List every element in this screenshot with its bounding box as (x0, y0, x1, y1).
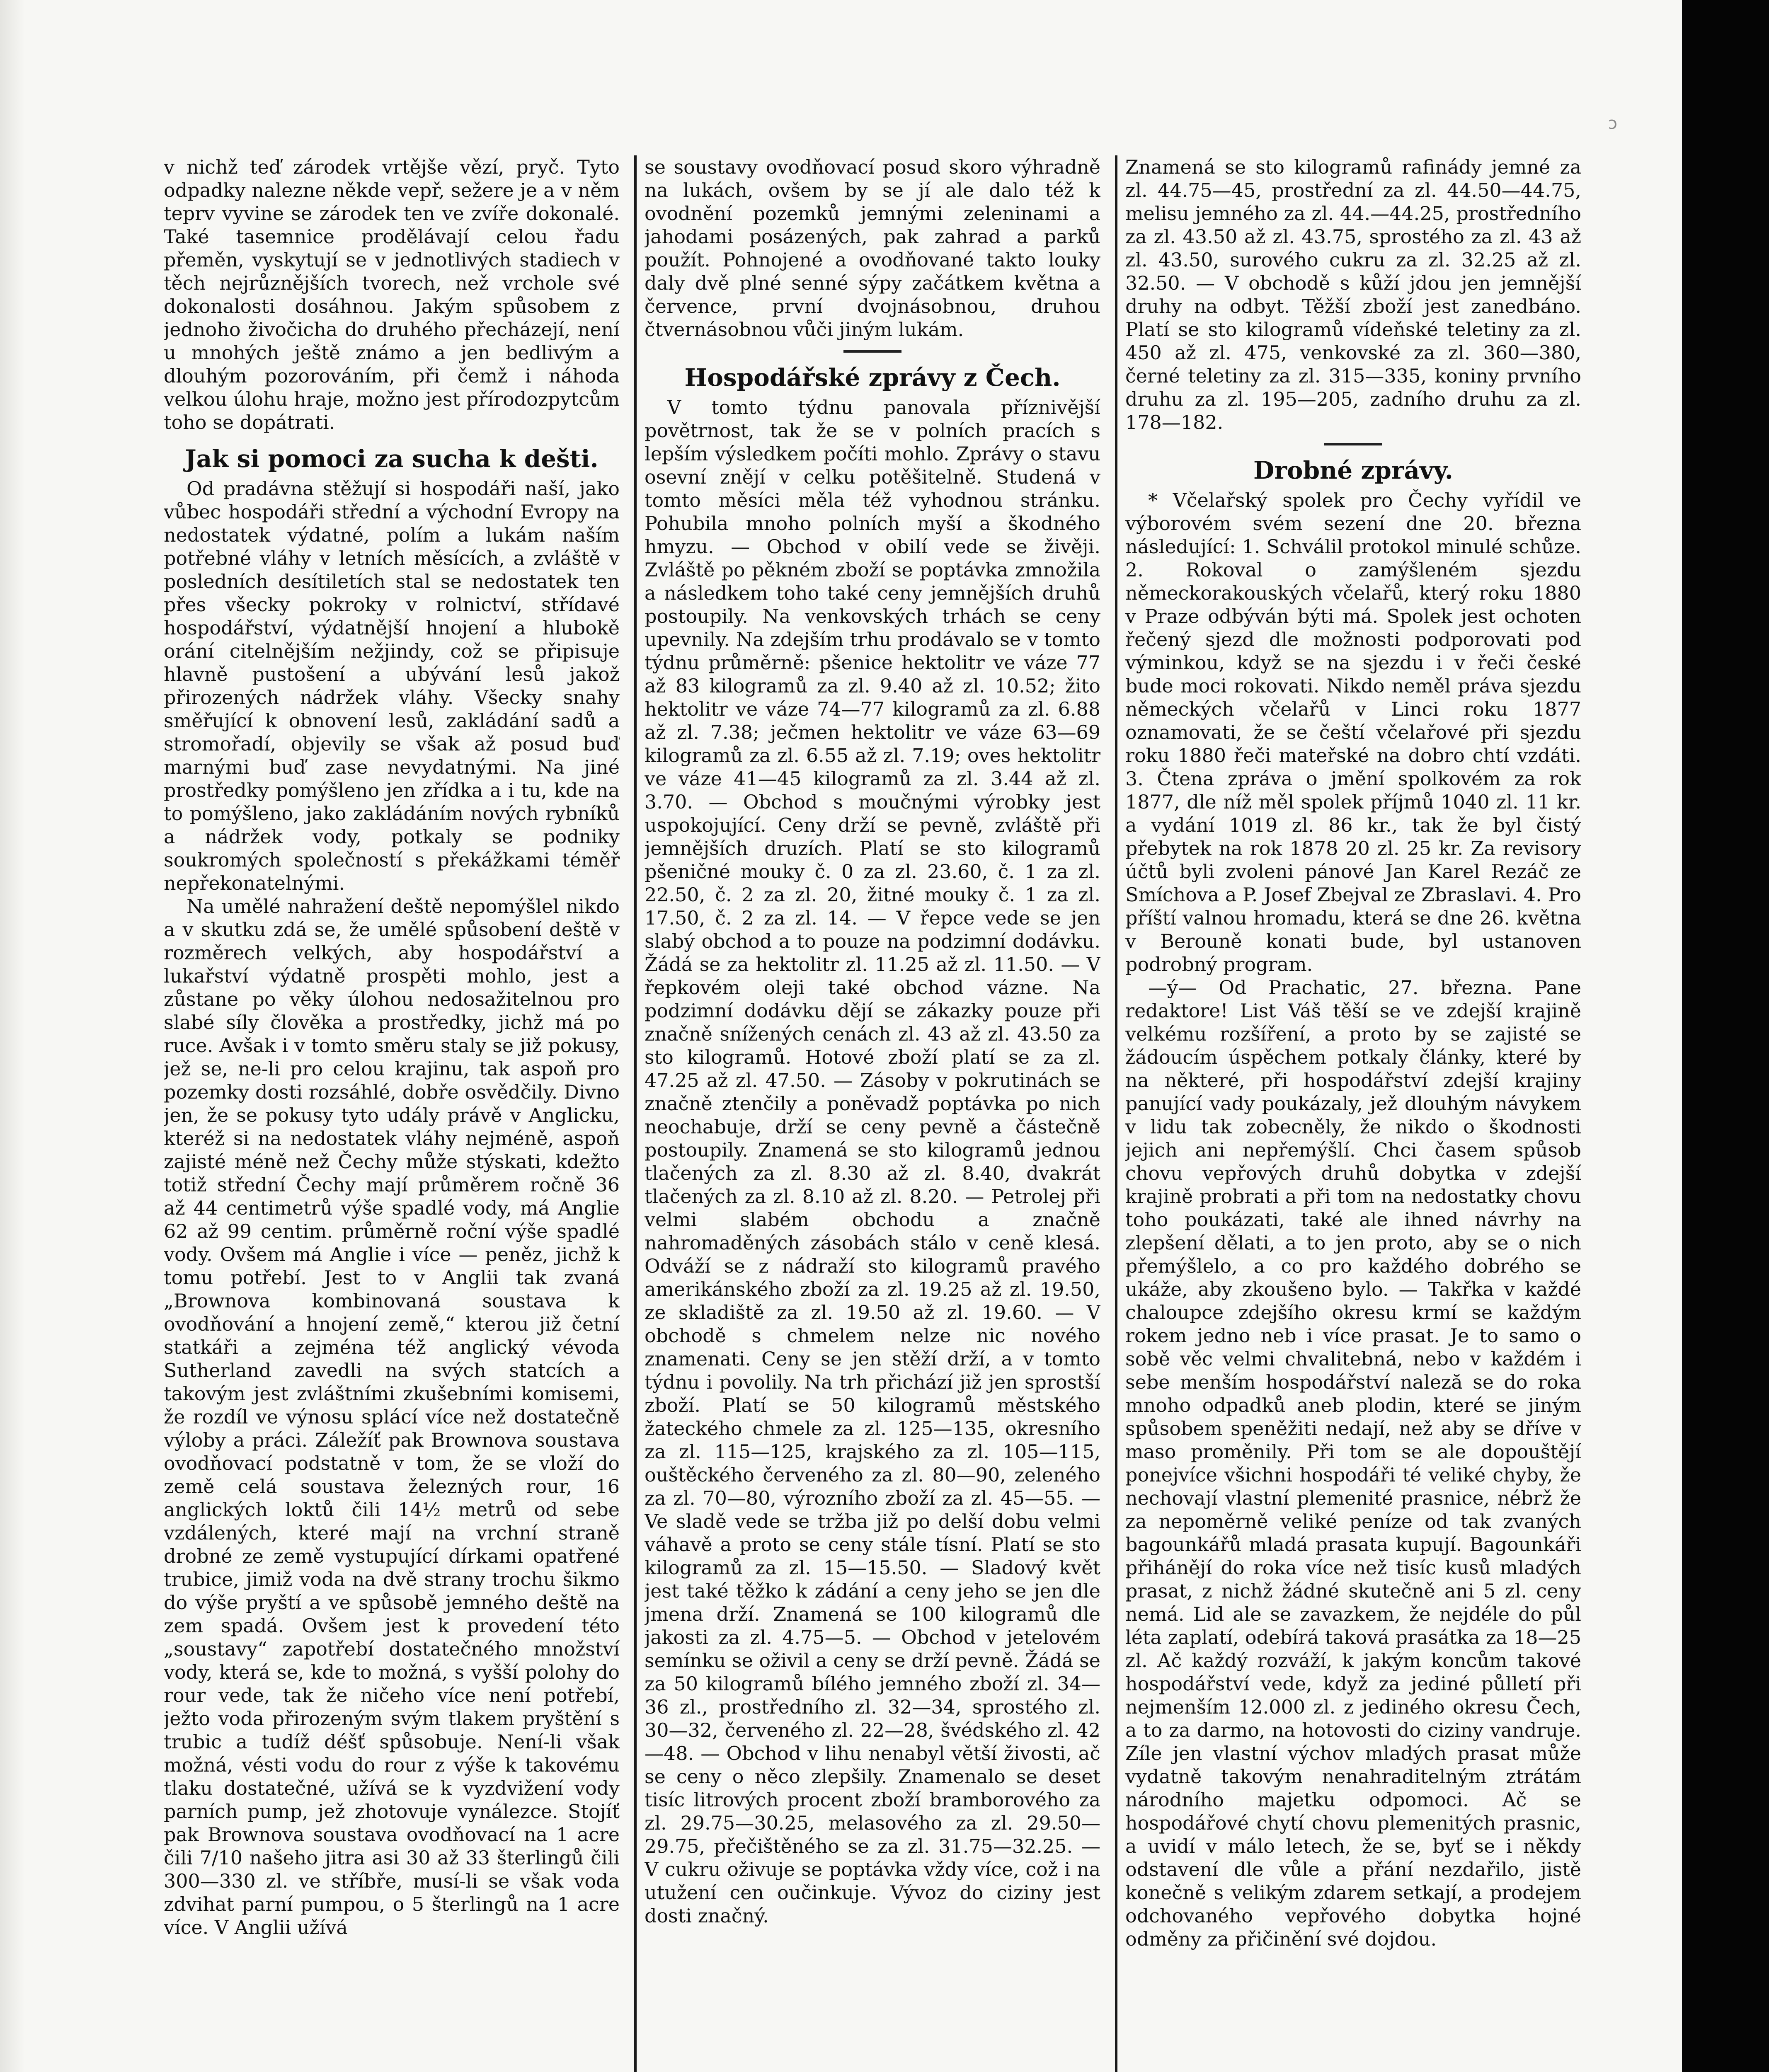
scan-left-edge (0, 0, 25, 2072)
article-continuation-paragraph: v nichž teď zárodek vrtějše vězí, pryč. Tyto odpadky nalezne někde vepř, sežere je a v něm teprv vyvine se zárodek ten ve zvíře dokonalé. Také tasemnice prodělávají celou řadu přeměn, vyskytují se v jednotlivých stadiech v těch nejrůznějších tvorech, než vrchole své dokonalosti dosáhnou. Jakým spůsobem z jednoho živočicha do druhého přecházejí, není u mnohých ještě známo a jen bedlivým a dlouhým pozorováním, při čemž i náhoda velkou úlohu hraje, možno jest přírodozpytcům toho se dopátrati. (164, 156, 620, 433)
article-continuation-paragraph: Znamená se sto kilogramů rafinády jemné za zl. 44.75—45, prostřední za zl. 44.50—44.75, melisu jemného za zl. 44.—44.25, prostředního za zl. 43.50 až zl. 43.75, sprostého za zl. 43 až zl. 43.50, surového cukru za zl. 32.25 až zl. 32.50. — V obchodě s kůží jdou jen jemnější druhy na odbyt. Těžší zboží jest zanedbáno. Platí se sto kilogramů vídeňské teletiny za zl. 450 až zl. 475, venkovské za zl. 360—380, černé teletiny za zl. 315—335, koniny prvního druhu za zl. 195—205, zadního druhu za zl. 178—182. (1125, 156, 1581, 433)
article-paragraph: Na umělé nahražení deště nepomýšlel nikdo a v skutku zdá se, že umělé spůsobení deště v rozměrech velkých, aby hospodářství a lukařství výdatně prospěti mohlo, jest a zůstane po věky úlohou nedosažitelnou pro slabé síly člověka a prostředky, jichž má po ruce. Avšak i v tomto směru staly se již pokusy, jež se, ne-li pro celou krajinu, tak aspoň pro pozemky dosti rozsáhlé, dobře osvědčily. Divno jen, že se pokusy tyto udály právě v Anglicku, kteréž si na nedostatek vláhy nejméně, aspoň zajisté méně než Čechy může stýskati, kdežto totiž střední Čechy mají průměrem ročně 36 až 44 centimetrů výše spadlé vody, má Anglie 62 až 99 centim. průměrně roční výše spadlé vody. Ovšem má Anglie i více — peněz, jichž k tomu potřebí. Jest to v Anglii tak zvaná „Brownova kombinovaná soustava k ovodňování a hnojení země,“ kterou již četní statkáři a zejména též anglický vévoda Sutherland zavedli na svých statcích a takovým jest zvláštními zkušebními komisemi, že rozdíl ve výnosu splácí více než dostatečně výloby a práci. Záležíť pak Brownova soustava ovodňovací podstatně v tom, že se vloží do země celá soustava železných rour, 16 anglických loktů čili 14½ metrů od sebe vzdálených, které mají na vrchní straně drobné ze země vystupující dírkami opatřené trubice, jimiž voda na dvě strany trochu šikmo do výše pryští a ve spůsobě jemného deště na zem spadá. Ovšem jest k provedení této „soustavy“ zapotřebí dostatečného množství vody, která se, kde to možná, s vyšší polohy do rour vede, tak že ničeho více není potřebí, ježto voda přirozeným svým tlakem pryštění s trubic a tudíž déšť spůsobuje. Není-li však možná, vésti vodu do rour z výše k takovému tlaku dostatečné, užívá se k vyzdvižení vody parních pump, jež zhotovuje vynálezce. Stojíť pak Brownova soustava ovodňovací na 1 acre čili 7/10 našeho jitra asi 30 až 33 šterlingů čili 300—330 zl. ve stříbře, musí-li se však voda zdvihat parní pumpou, o 5 šterlingů na 1 acre více. V Anglii užívá (164, 895, 620, 1939)
article-paragraph: V tomto týdnu panovala příznivější povětrnost, tak že se v polních pracích s lepším výsledkem počíti mohlo. Zprávy o stavu osevní znějí v celku potěšitelně. Studená v tomto měsíci měla též vyhodnou stránku. Pohubila mnoho polních myší a škodného hmyzu. — Obchod v obilí vede se živěji. Zvláště po pěkném zboží se poptávka zmnožila a následkem toho také ceny jemnějších druhů postoupily. Na venkovských trhách se ceny upevnily. Na zdejším trhu prodávalo se v tomto týdnu průměrně: pšenice hektolitr ve váze 77 až 83 kilogramů za zl. 9.40 až zl. 10.52; žito hektolitr ve váze 74—77 kilogramů za zl. 6.88 až zl. 7.38; ječmen hektolitr ve váze 63—69 kilogramů za zl. 6.55 až zl. 7.19; oves hektolitr ve váze 41—45 kilogramů za zl. 3.44 až zl. 3.70. — Obchod s moučnými výrobky jest uspokojující. Ceny drží se pevně, zvláště při jemnějších druzích. Platí se sto kilogramů pšeničné mouky č. 0 za zl. 23.60, č. 1 za zl. 22.50, č. 2 za zl. 20, žitné mouky č. 1 za zl. 17.50, č. 2 za zl. 14. — V řepce vede se jen slabý obchod a to pouze na podzimní dodávku. Žádá se za hektolitr zl. 11.25 až zl. 11.50. — V řepkovém oleji také obchod vázne. Na podzimní dodávku dějí se zákazky pouze při značně snížených cenách zl. 43 až zl. 43.50 za sto kilogramů. Hotové zboží platí se za zl. 47.25 až zl. 47.50. — Zásoby v pokrutinách se značně ztenčily a poněvadž poptávka po nich neochabuje, drží se ceny pevně a částečně postoupily. Znamená se sto kilogramů jednou tlačených za zl. 8.30 až zl. 8.40, dvakrát tlačených za zl. 8.10 až zl. 8.20. — Petrolej při velmi slabém obchodu a značně nahromaděných zásobách stálo v ceně klesá. Odváží se z nádraží sto kilogramů pravého amerikánského zboží za zl. 19.25 až zl. 19.50, ze skladiště za zl. 19.50 až zl. 19.60. — V obchodě s chmelem nelze nic nového znamenati. Ceny se jen stěží drží, a v tomto týdnu i povolily. Na trh přichází již jen sprostší zboží. Platí se 50 kilogramů městského žateckého chmele za zl. 125—135, okresního za zl. 115—125, krajského za zl. 105—115, ouštěckého červeného za zl. 80—90, zeleného za zl. 70—80, výrozního zboží za zl. 45—55. — Ve sladě vede se tržba již po delší dobu velmi váhavě a proto se ceny stále tísní. Platí se sto kilogramů za zl. 15—15.50. — Sladový květ jest také těžko k zádání a ceny jeho se jen dle jmena drží. Znamená se 100 kilogramů dle jakosti za zl. 4.75—5. — Obchod v jetelovém semínku se oživil a ceny se drží pevně. Žádá se za 50 kilogramů bílého jemného zboží zl. 34—36 zl., prostředního zl. 32—34, sprostého zl. 30—32, červeného zl. 22—28, švédského zl. 42—48. — Obchod v lihu nenabyl větší živosti, ač se ceny o něco zlepšily. Znamenalo se deset tisíc litrových procent zboží bramborového za zl. 29.75—30.25, melasového za zl. 29.50—29.75, přečištěného se za zl. 31.75—32.25. — V cukru oživuje se poptávka vždy více, což i na utužení cen oučinkuje. Vývoz do ciziny jest dosti značný. (645, 396, 1100, 1927)
section-separator (1324, 443, 1382, 445)
article-heading-short-news: Drobné zprávy. (1253, 456, 1453, 484)
article-heading-economic-news: Hospodářské zprávy z Čech. (684, 363, 1061, 392)
column-rule (1115, 155, 1117, 2072)
section-separator (843, 350, 901, 353)
newspaper-page (164, 155, 1598, 2072)
article-continuation-paragraph: se soustavy ovodňovací posud skoro výhradně na lukách, ovšem by se jí ale dalo též k ovodnění pozemků jemnými zeleninami a jahodami posázených, pak zahrad a parků použít. Pohnojené a ovodňované takto louky daly dvě plné senné sýpy začátkem května a července, první dvojnásobnou, druhou čtvernásobnou vůči jiným lukám. (645, 156, 1100, 341)
column-rule (634, 155, 637, 2072)
column-3 (1125, 155, 1581, 2072)
column-2 (645, 155, 1100, 2072)
article-paragraph: —ý— Od Prachatic, 27. března. Pane redaktore! List Váš těší se ve zdejší krajině velkému rozšíření, a proto by se zajisté se žádoucím úspěchem potkaly články, které by na některé, při hospodářství zdejší krajiny panující vady poukázaly, jež dlouhým návykem v lidu tak zobecněly, že nikdo o škodnosti jejich ani nepřemýšlí. Chci časem spůsob chovu vepřových druhů dobytka v zdejší krajině probrati a při tom na nedostatky chovu toho poukázati, také ale ihned návrhy na zlepšení dělati, a to jen proto, aby se o nich přemýšlelo, a co pro každého dobrého se ukáže, aby zkoušeno bylo. — Takřka v každé chaloupce zdejšího okresu krmí se každým rokem jedno neb i více prasat. Je to samo o sobě věc velmi chvalitebná, nebo v každém i sebe menším hospodářství naleză se do roka mnoho odpadků aneb plodin, které se jiným spůsobem speněžiti nedají, než aby se dříve v maso proměnily. Při tom se ale dopouštějí ponejvíce všichni hospodáři té veliké chyby, že nechovají vlastní plemenité prasnice, nébrž že za nepoměrně veliké peníze od tak zvaných bagounkářů mladá prasata kupují. Bagounkáři přihánějí do roka více než tisíc kusů mladých prasat, z nichž žádné skutečně ani 5 zl. ceny nemá. Lid ale se zavazkem, že nejdéle do půl léta zaplatí, odebírá taková prasátka za 18—25 zl. Ač každý rozváží, k jakým koncům takové hospodářství vede, když za jediné půlletí při nejmenším 12.000 zl. z jediného okresu Čech, a to za darmo, na hotovosti do ciziny vandruje. Zíle jen vlastní výchov mladých prasat může vydatně takovým nenahraditelným ztrátám národního majetku odpomoci. Ač se hospodářové chytí chovu plemenitých prasnic, a uvidí v málo letech, že se, byť se i někdy odstavení dle vůle a přání nezdařilo, jistě konečně s velikým zdarem setkají, a prodejem odchovaného vepřového dobytka hojné odměny za přičinění své dojdou. (1125, 976, 1581, 1950)
scan-right-border (1682, 0, 1769, 2072)
article-paragraph: Od pradávna stěžují si hospodáři naší, jako vůbec hospodáři střední a východní Evropy na nedostatek výdatné, polím a lukám naším potřebné vláhy v letních měsících, a zvláště v posledních desítiletích stal se nedostatek ten přes všecky pokroky v rolnictví, střídavé hospodářství, výdatnější hnojení a hlubokě orání citelnějším nežjindy, což se připisuje hlavně pustošení a ubývání lesů jakož přirozených nádržek vláhy. Všecky snahy směřující k obnovení lesů, zakládání sadů a stromořadí, objevily se však až posud buď marnými buď zase nevydatnými. Na jiné prostředky pomýšleno jen zřídka a i tu, kde na to pomýšleno, jako zakládáním nových rybníků a nádržek vody, potkaly se podniky soukromých společností s překážkami téměř nepřekonatelnými. (164, 477, 620, 894)
article-heading-rain: Jak si pomoci za sucha k dešti. (185, 445, 599, 473)
page-corner-mark: ↄ (1608, 114, 1617, 133)
article-paragraph: * Včelařský spolek pro Čechy vyřídil ve výborovém svém sezení dne 20. března následující: 1. Schválil protokol minulé schůze. 2. Rokoval o zamýšleném sjezdu německorakouských včelařů, který roku 1880 v Praze odbýván býti má. Spolek jest ochoten řečený sjezd dle možnosti podporovati pod výminkou, když se na sjezdu i v řeči české bude moci rokovati. Nikdo neměl práva sjezdu německých včelařů v Linci roku 1877 oznamovati, že se čeští včelařové při sjezdu roku 1880 řeči mateřské na dobro chtí vzdáti. 3. Čtena zpráva o jmění spolkovém za rok 1877, dle níž měl spolek příjmů 1040 zl. 11 kr. a vydání 1019 zl. 86 kr., tak že byl čistý přebytek na rok 1878 20 zl. 25 kr. Za revisory účtů byli zvoleni pánové Jan Karel Rezáč ze Smíchova a P. Josef Zbejval ze Zbraslavi. 4. Pro příští valnou hromadu, která se dne 26. května v Berouně konati bude, byl ustanoven podrobný program. (1125, 489, 1581, 975)
column-1 (164, 155, 620, 2072)
